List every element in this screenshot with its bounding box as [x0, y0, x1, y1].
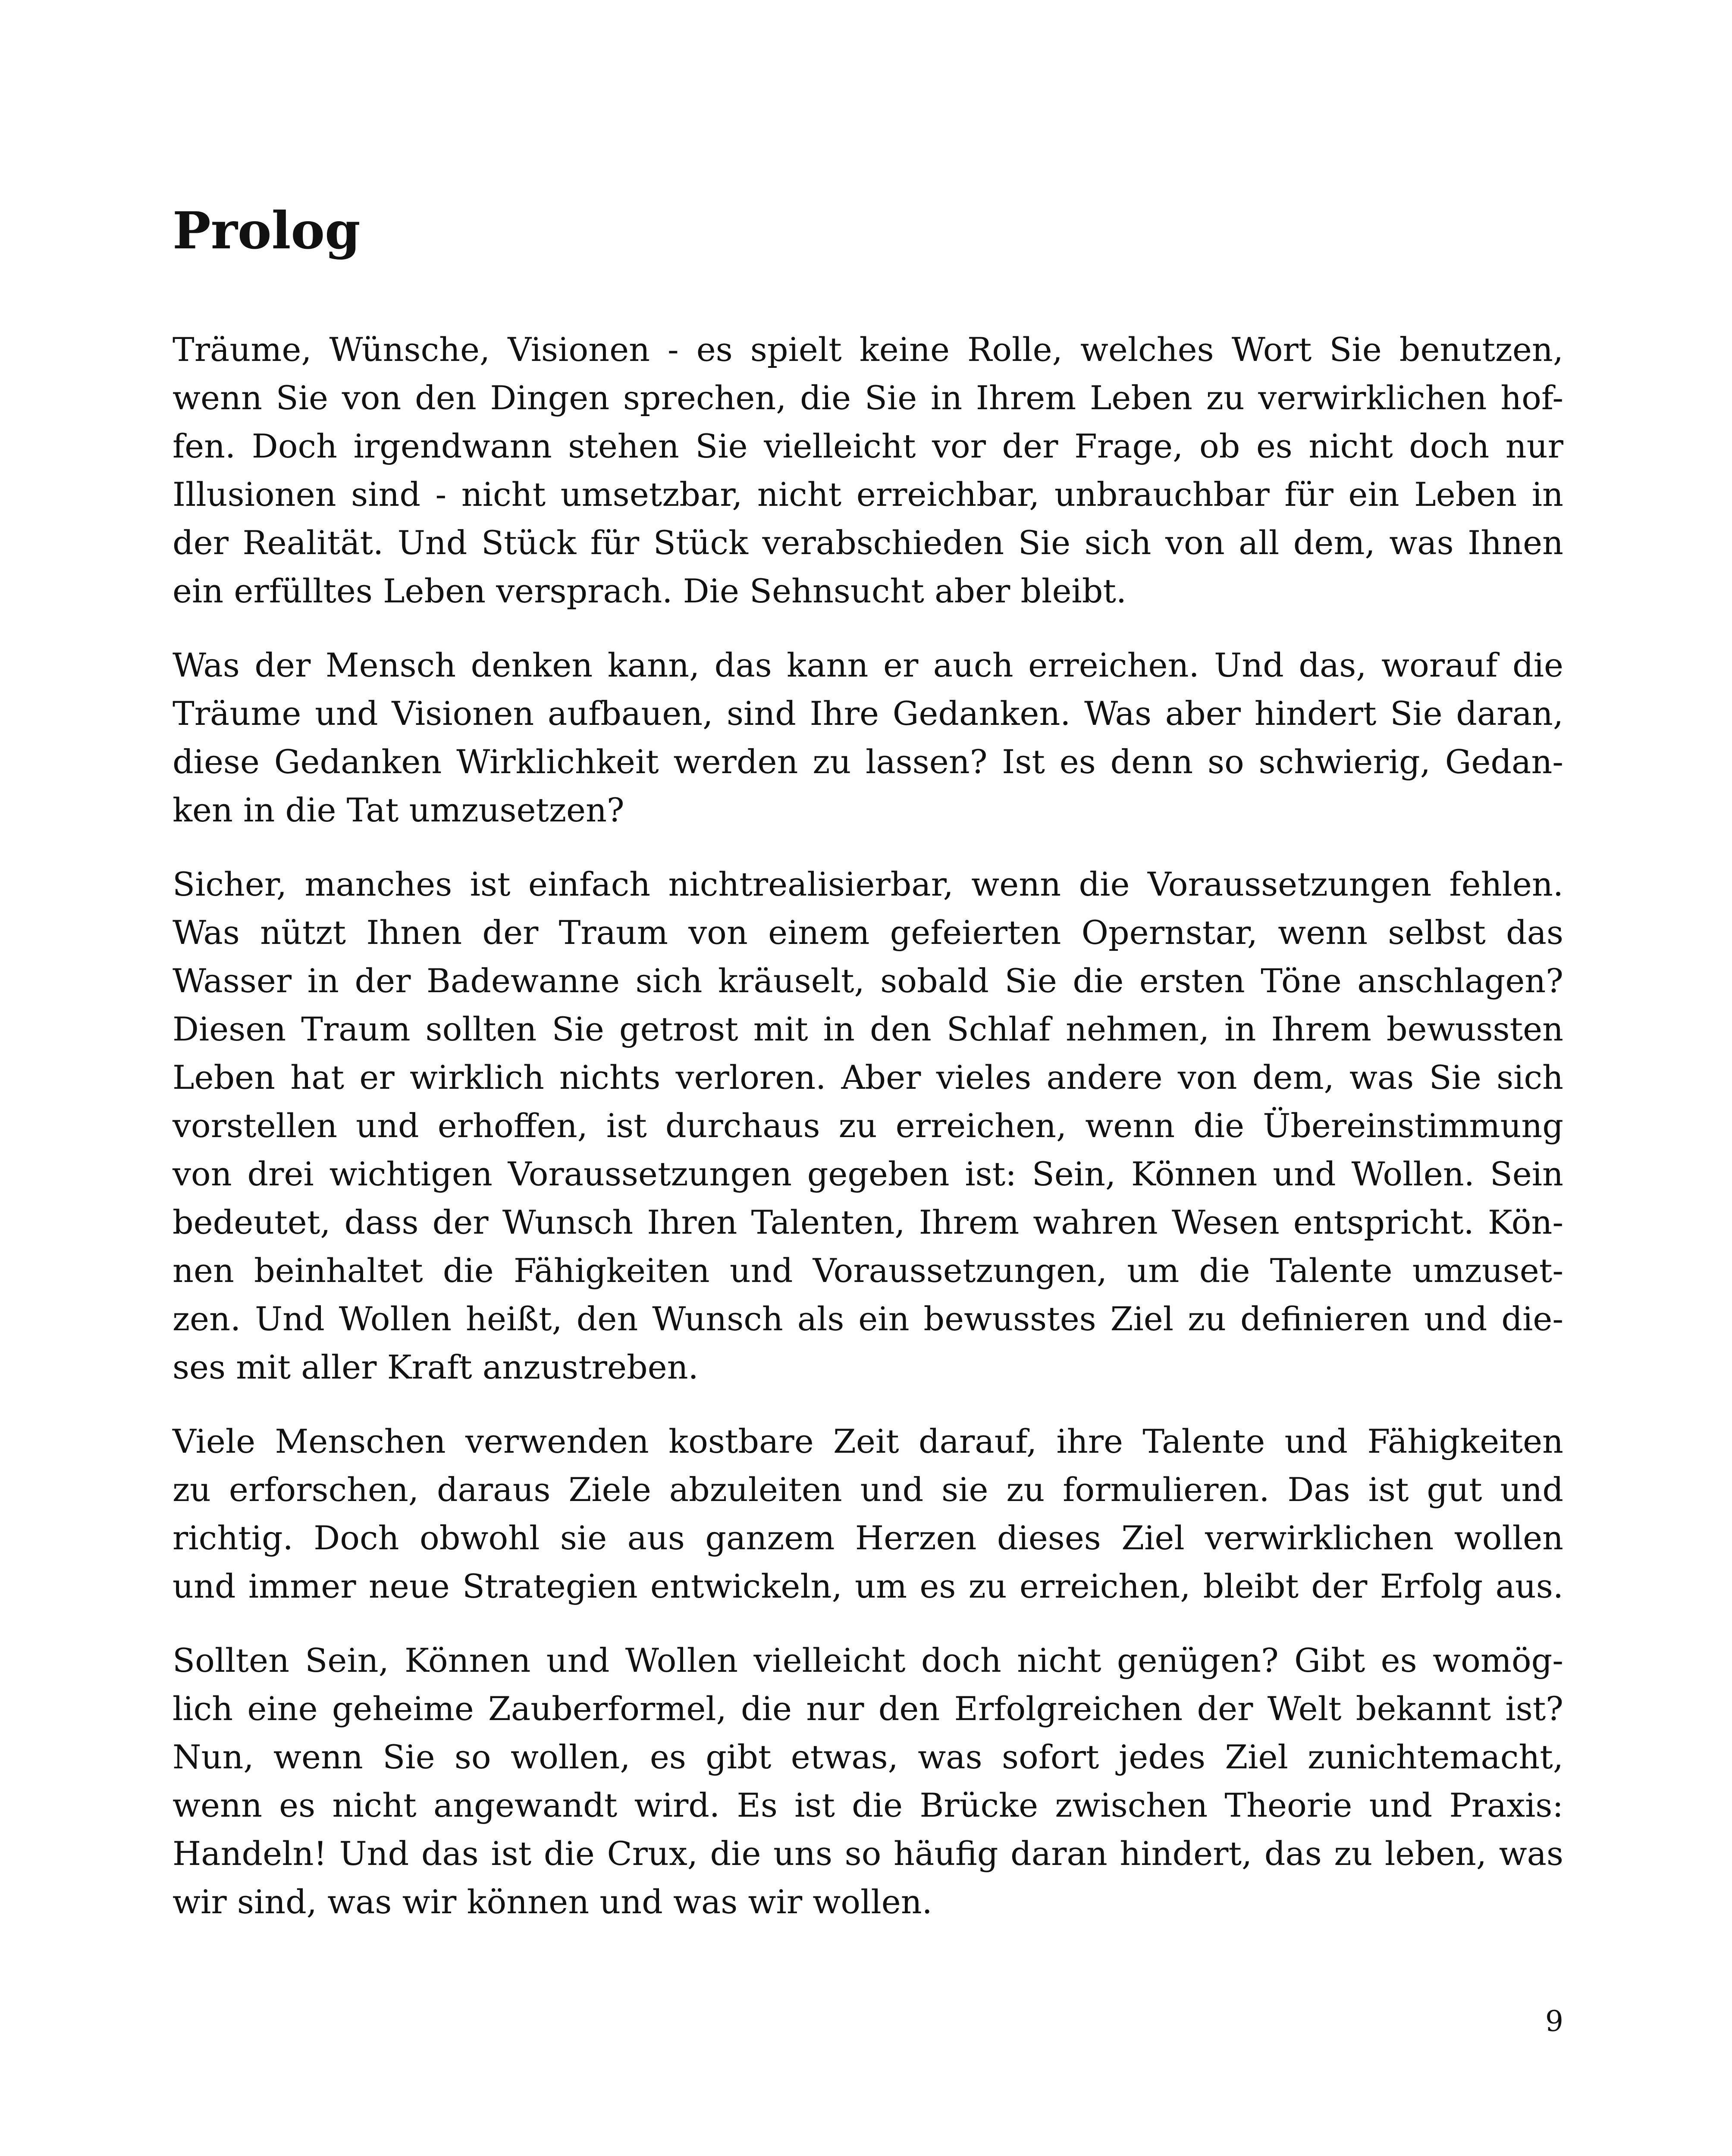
text-line: Diesen Traum sollten Sie getrost mit in den Schlaf nehmen, in Ihrem bewussten: [173, 1010, 1563, 1048]
text-line: wir sind, was wir können und was wir wollen.: [173, 1883, 932, 1921]
text-line: ses mit aller Kraft anzustreben.: [173, 1348, 699, 1386]
paragraph: [173, 326, 1563, 615]
text-line: Was nützt Ihnen der Traum von einem gefeierten Opernstar, wenn selbst das: [173, 913, 1563, 952]
text-line: wenn es nicht angewandt wird. Es ist die Brücke zwischen Theorie und Praxis:: [173, 1786, 1563, 1824]
text-line: Viele Menschen verwenden kostbare Zeit darauf, ihre Talente und Fähigkeiten: [173, 1422, 1563, 1460]
text-line: Träume und Visionen aufbauen, sind Ihre Gedanken. Was aber hindert Sie daran,: [173, 694, 1563, 733]
text-line: zu erforschen, daraus Ziele abzuleiten und sie zu formulieren. Das ist gut und: [173, 1470, 1563, 1509]
text-line: der Realität. Und Stück für Stück verabschieden Sie sich von all dem, was Ihnen: [173, 523, 1563, 562]
text-line: vorstellen und erhoffen, ist durchaus zu erreichen, wenn die Übereinstimmung: [173, 1106, 1563, 1145]
text-line: ein erfülltes Leben versprach. Die Sehnsucht aber bleibt.: [173, 572, 1127, 610]
text-line: von drei wichtigen Voraussetzungen gegeben ist: Sein, Können und Wollen. Sein: [173, 1155, 1563, 1193]
text-line: Handeln! Und das ist die Crux, die uns so häufig daran hindert, das zu leben, was: [173, 1834, 1563, 1873]
text-line: Nun, wenn Sie so wollen, es gibt etwas, was sofort jedes Ziel zunichtemacht,: [173, 1738, 1563, 1776]
text-line: Was der Mensch denken kann, das kann er auch erreichen. Und das, worauf die: [173, 646, 1563, 684]
text-line: Sicher, manches ist einfach nichtrealisierbar, wenn die Voraussetzungen fehlen.: [173, 865, 1563, 903]
text-line: zen. Und Wollen heißt, den Wunsch als ein bewusstes Ziel zu definieren und die-: [173, 1300, 1563, 1338]
book-page: [173, 0, 1563, 2156]
chapter-title: Prolog: [173, 201, 361, 260]
text-line: bedeutet, dass der Wunsch Ihren Talenten, Ihrem wahren Wesen entspricht. Kön-: [173, 1203, 1563, 1241]
text-line: diese Gedanken Wirklichkeit werden zu lassen? Ist es denn so schwierig, Gedan-: [173, 743, 1563, 781]
text-line: lich eine geheime Zauberformel, die nur den Erfolgreichen der Welt bekannt ist?: [173, 1689, 1563, 1728]
text-line: Illusionen sind - nicht umsetzbar, nicht erreichbar, unbrauchbar für ein Leben in: [173, 475, 1563, 514]
text-line: Leben hat er wirklich nichts verloren. Aber vieles andere von dem, was Sie sich: [173, 1058, 1563, 1097]
paragraph: [173, 641, 1563, 834]
text-line: und immer neue Strategien entwickeln, um es zu erreichen, bleibt der Erfolg aus.: [173, 1567, 1563, 1605]
page-number: 9: [1545, 2005, 1563, 2038]
text-line: wenn Sie von den Dingen sprechen, die Sie in Ihrem Leben zu verwirklichen hof-: [173, 379, 1563, 417]
paragraph: [173, 860, 1563, 1391]
text-line: nen beinhaltet die Fähigkeiten und Voraussetzungen, um die Talente umzuset-: [173, 1251, 1563, 1290]
text-line: richtig. Doch obwohl sie aus ganzem Herzen dieses Ziel verwirklichen wollen: [173, 1519, 1563, 1557]
text-line: Wasser in der Badewanne sich kräuselt, sobald Sie die ersten Töne anschlagen?: [173, 962, 1563, 1000]
text-line: fen. Doch irgendwann stehen Sie vielleicht vor der Frage, ob es nicht doch nur: [173, 427, 1563, 465]
text-line: ken in die Tat umzusetzen?: [173, 791, 624, 829]
paragraph: [173, 1417, 1563, 1611]
text-line: Träume, Wünsche, Visionen - es spielt keine Rolle, welches Wort Sie benutzen,: [173, 330, 1563, 369]
chapter-body: [173, 326, 1563, 1952]
text-line: Sollten Sein, Können und Wollen vielleicht doch nicht genügen? Gibt es womög-: [173, 1641, 1563, 1680]
paragraph: [173, 1636, 1563, 1926]
